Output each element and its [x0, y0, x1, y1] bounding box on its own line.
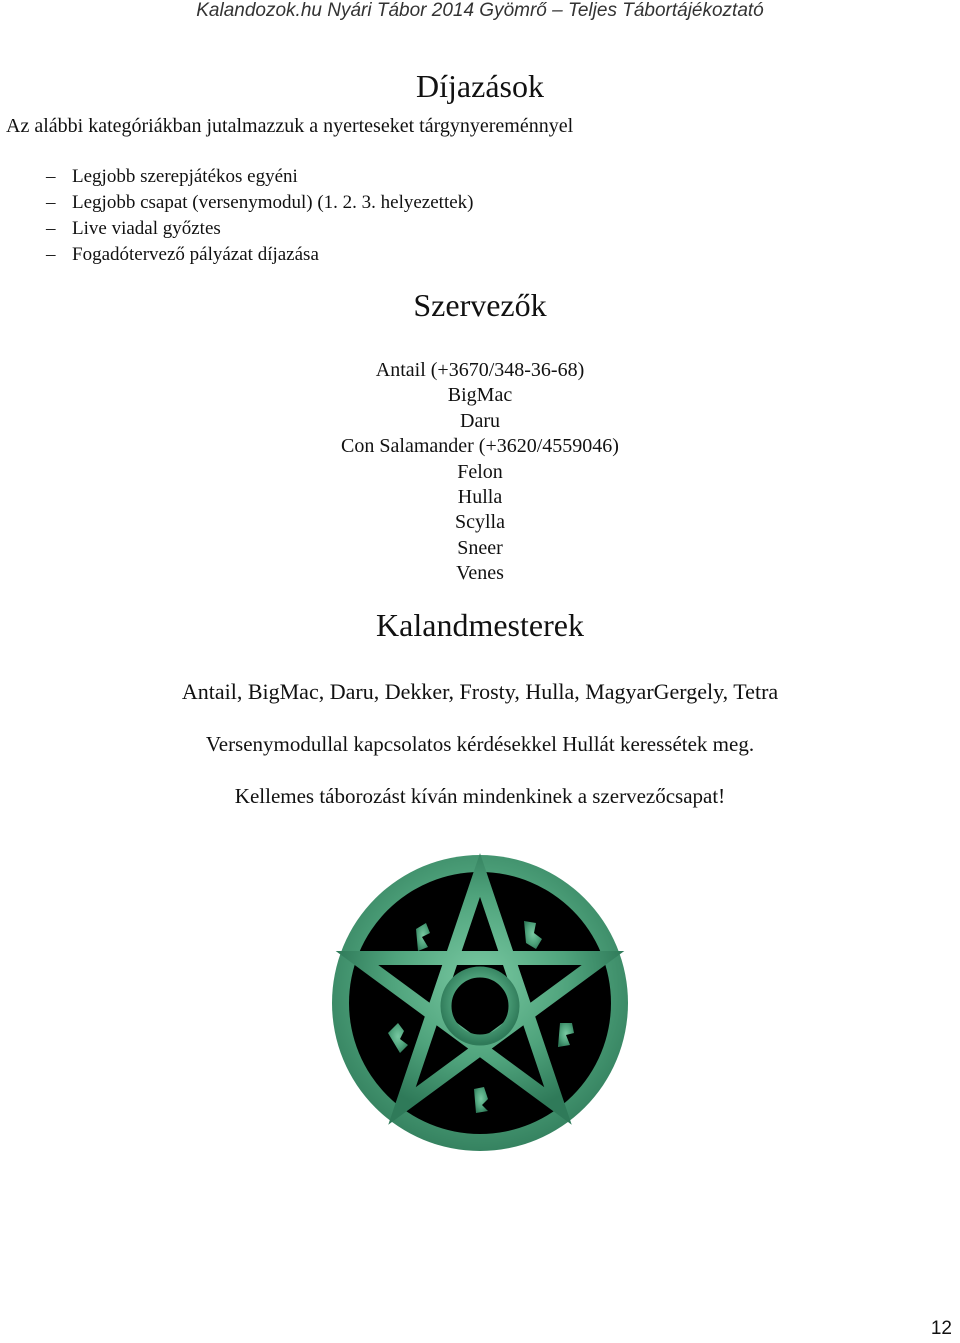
organizer-name: BigMac: [447, 384, 513, 407]
running-header: Kalandozok.hu Nyári Tábor 2014 Gyömrő – Teljes Tábortájékoztató: [196, 0, 764, 21]
awards-list: [46, 164, 474, 268]
list-item: [46, 216, 474, 242]
organizer-name: Daru: [460, 409, 500, 432]
organizer-name: Antail (+3670/348-36-68): [375, 359, 585, 381]
dash-bullet: –: [46, 218, 56, 239]
organizer-name: Con Salamander (+3620/4559046): [341, 435, 619, 458]
organizer-name: Hulla: [457, 485, 503, 508]
pentagram-icon: [328, 853, 632, 1153]
list-item: [46, 242, 474, 268]
award-item-label: Legjobb csapat (versenymodul) (1. 2. 3. helyezettek): [72, 192, 474, 213]
awards-title: Díjazások: [416, 68, 544, 104]
gamemasters-title: Kalandmesterek: [376, 607, 584, 643]
dash-bullet: –: [46, 192, 56, 213]
award-item-label: Legjobb szerepjátékos egyéni: [72, 166, 298, 187]
organizers-title: Szervezők: [413, 287, 547, 323]
gamemasters-names: Antail, BigMac, Daru, Dekker, Frosty, Hulla, MagyarGergely, Tetra: [181, 679, 779, 704]
awards-intro: Az alábbi kategóriákban jutalmazzuk a nyerteseket tárgynyereménnyel: [6, 115, 574, 137]
list-item: [46, 164, 474, 190]
dash-bullet: –: [46, 166, 56, 187]
page-number: 12: [930, 1318, 952, 1339]
organizer-name: Felon: [457, 460, 503, 483]
list-item: [46, 190, 474, 216]
award-item-label: Live viadal győztes: [72, 218, 221, 239]
organizer-name: Sneer: [457, 536, 503, 559]
contact-note: Versenymodullal kapcsolatos kérdésekkel Hullát keressétek meg.: [205, 732, 755, 756]
organizer-name: Venes: [456, 562, 504, 585]
farewell-note: Kellemes táborozást kíván mindenkinek a szervezőcsapat!: [234, 784, 726, 808]
dash-bullet: –: [46, 244, 56, 265]
award-item-label: Fogadótervező pályázat díjazása: [72, 244, 319, 265]
organizers-list: [0, 358, 960, 587]
organizer-name: Scylla: [455, 511, 505, 534]
